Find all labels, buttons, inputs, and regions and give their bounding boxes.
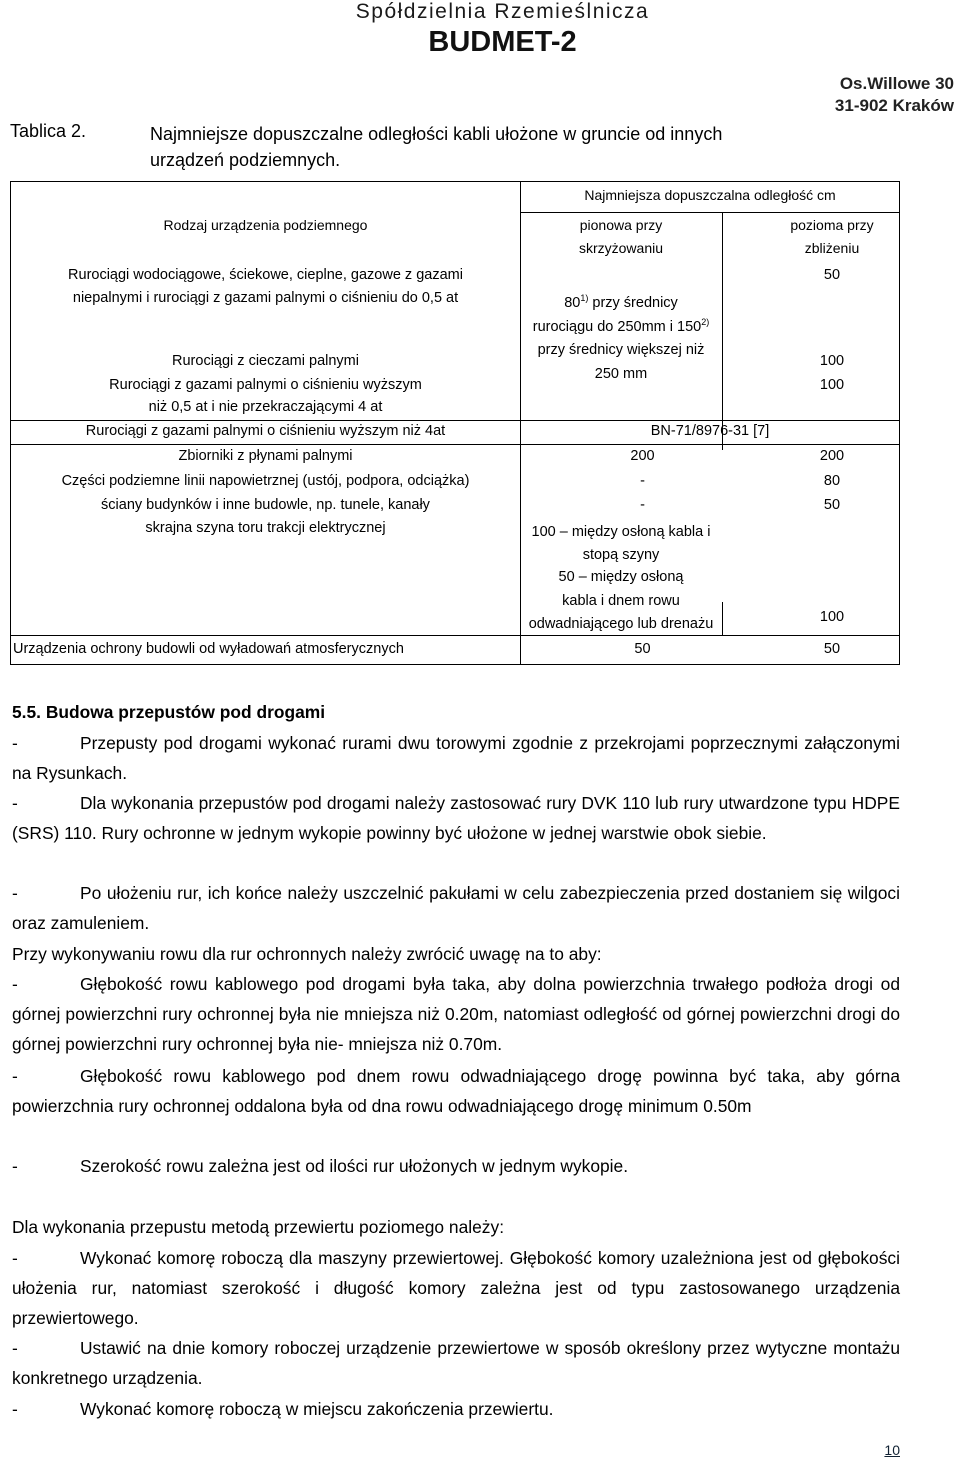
header-rule: [520, 212, 900, 213]
row-6-horizontal: 80: [823, 473, 841, 489]
row-7-type: ściany budynków i inne budowle, np. tunele, kanały: [101, 497, 430, 513]
row-3-horizontal: 100: [819, 377, 845, 393]
paragraph-4: Przy wykonywaniu rowu dla rur ochronnych należy zwrócić uwagę na to aby:: [12, 944, 602, 964]
col-vertical-header-1: pionowa przy: [579, 217, 663, 233]
row-1-horizontal: 50: [823, 267, 841, 283]
paragraph-9: - Wykonać komorę roboczą dla maszyny przewiertowej. Głębokość komory uzależniona jest od głębokości ułożenia rur, natomiast szerokość i długość komory zależna jest od typu zastosowanego urządzenia przewiertowego.: [12, 1248, 900, 1329]
col-horizontal-header-1: pozioma przy: [790, 217, 874, 233]
address-line-1: Os.Willowe 30: [839, 74, 954, 93]
row-1-type-line-1: Rurociągi wodociągowe, ściekowe, cieplne, gazowe z gazami: [68, 267, 463, 283]
row-9-type: Urządzenia ochrony budowli od wyładowań atmosferycznych: [13, 641, 404, 657]
row-8-vertical-line-3: 50 – między osłoną: [558, 569, 684, 585]
col-group-header: Najmniejsza dopuszczalna odległość cm: [584, 187, 836, 203]
row-2-type: Rurociągi z cieczami palnymi: [172, 353, 359, 369]
row-8-vertical-line-2: stopą szyny: [582, 547, 660, 563]
paragraph-10: - Ustawić na dnie komory roboczej urządzenie przewiertowe w sposób określony przez wytyczne montażu konkretnego urządzenia.: [12, 1338, 900, 1389]
row-3-type-line-2: niż 0,5 at i nie przekraczającymi 4 at: [148, 399, 383, 415]
paragraph-7: - Szerokość rowu zależna jest od ilości rur ułożonych w jednym wykopie.: [12, 1156, 629, 1176]
row-8-vertical-line-4: kabla i dnem rowu: [562, 593, 680, 609]
row-8-vertical-line-1: 100 – między osłoną kabla i: [531, 524, 711, 540]
row-5-vertical: 200: [630, 448, 655, 464]
vertical-merged-line-2: [520, 311, 722, 339]
row-3-type-line-1: Rurociągi z gazami palnymi o ciśnieniu wyższym: [109, 377, 422, 393]
row-8-horizontal: 100: [819, 609, 845, 625]
vertical-value-80: 80: [564, 294, 581, 311]
vertical-merged-line-3: przy średnicy większej niż: [537, 342, 705, 358]
row-8-type: skrajna szyna toru trakcji elektrycznej: [145, 520, 386, 536]
row-4-type: Rurociągi z gazami palnymi o ciśnieniu wyższym niż 4at: [85, 423, 446, 439]
vertical-text-pipe: rurociągu do 250mm i 150: [532, 318, 702, 335]
row-9-vertical: 50: [634, 641, 651, 657]
company-name: BUDMET-2: [428, 26, 577, 58]
row-7-vertical: -: [640, 497, 645, 513]
vertical-text-diameter: przy średnicy: [592, 294, 678, 311]
col-vertical-header-2: skrzyżowaniu: [578, 240, 664, 256]
paragraph-11: - Wykonać komorę roboczą w miejscu zakończenia przewiertu.: [12, 1399, 554, 1419]
row-rule-3: [11, 635, 900, 636]
company-address: [835, 73, 954, 117]
paragraph-5: - Głębokość rowu kablowego pod drogami była taka, aby dolna powierzchnia trwałego podłoża drogi od górnej powierzchni rury ochronnej była nie mniejsza niż 0.20m, natomiast odległość od górnej powierzchni drogi do górnej powierzchni rury ochronnej była nie- mniejsza niż 0.70m.: [12, 974, 900, 1055]
table-caption: Tablica 2.: [10, 121, 87, 141]
row-6-vertical: -: [640, 473, 645, 489]
row-7-horizontal: 50: [823, 497, 841, 513]
row-8-vertical-line-5: odwadniającego lub drenażu: [528, 616, 714, 632]
row-6-type: Części podziemne linii napowietrznej (ustój, podpora, odciążka): [61, 473, 470, 489]
distance-table: [10, 181, 900, 665]
paragraph-2: - Dla wykonania przepustów pod drogami należy zastosować rury DVK 110 lub rury utwardzone typu HDPE (SRS) 110. Rury ochronne w jednym wykopie powinny być ułożone w jednej warstwie obok siebie.: [12, 793, 900, 844]
row-1-type-line-2: niepalnymi i rurociągi z gazami palnymi o ciśnieniu do 0,5 at: [72, 290, 459, 306]
page-number: 10: [884, 1442, 900, 1458]
paragraph-8: Dla wykonania przepustu metodą przewiertu poziomego należy:: [12, 1217, 505, 1237]
paragraph-6: - Głębokość rowu kablowego pod dnem rowu odwadniającego drogę powinna być taka, aby górna powierzchnia rury ochronnej oddalona była od dna rowu odwadniającego drogę minimum 0.50m: [12, 1066, 900, 1117]
row-4-value: BN-71/8976-31 [7]: [650, 423, 770, 439]
paragraph-3: - Po ułożeniu rur, ich końce należy uszczelnić pakułami w celu zabezpieczenia przed dostaniem się wilgoci oraz zamuleniem.: [12, 883, 900, 934]
row-2-horizontal: 100: [819, 353, 845, 369]
footnote-2: 2): [701, 317, 710, 327]
paragraph-1: - Przepusty pod drogami wykonać rurami dwu torowymi zgodnie z przekrojami poprzecznymi załączonymi na Rysunkach.: [12, 733, 900, 784]
address-line-2: 31-902 Kraków: [834, 96, 954, 115]
footnote-1: 1): [580, 293, 589, 303]
row-5-type: Zbiorniki z płynami palnymi: [178, 448, 353, 464]
row-5-horizontal: 200: [819, 448, 845, 464]
vertical-merged-line-4: 250 mm: [594, 366, 648, 382]
company-subtitle: Spółdzielnia Rzemieślnicza: [355, 0, 650, 23]
col-horizontal-header-2: zbliżeniu: [804, 240, 860, 256]
row-9-horizontal: 50: [823, 641, 841, 657]
table-title: Najmniejsze dopuszczalne odległości kabli ułożone w gruncie od innych urządzeń podziemnych.: [150, 124, 723, 170]
col-type-header: Rodzaj urządzenia podziemnego: [163, 217, 368, 233]
section-heading: 5.5. Budowa przepustów pod drogami: [12, 702, 326, 722]
